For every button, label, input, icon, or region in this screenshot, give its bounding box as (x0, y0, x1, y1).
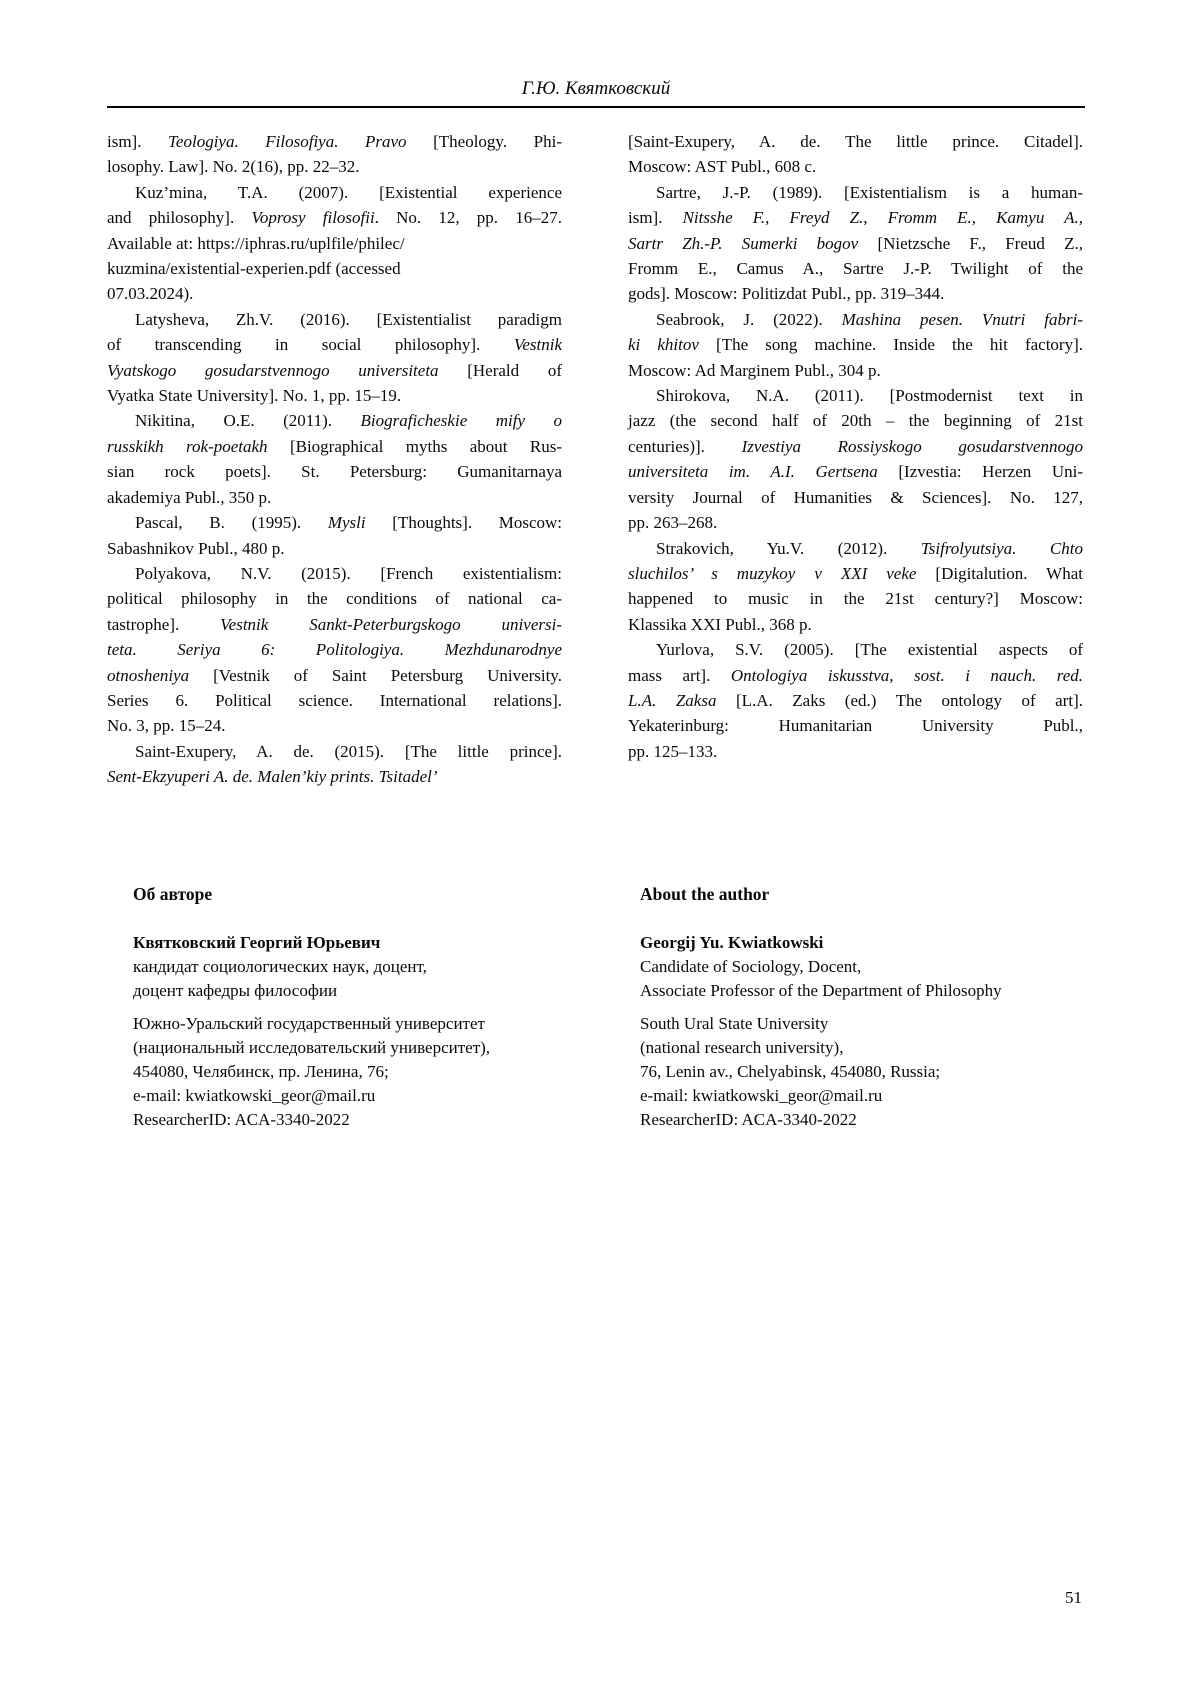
reference-line (107, 408, 562, 433)
reference-text: 07.03.2024). (107, 284, 194, 304)
reference-text: [Biographical myths about Rus- (267, 436, 563, 456)
reference-text: centuries)]. (628, 436, 742, 456)
reference-text: versity Journal of Humanities & Sciences]. No. 127, (628, 487, 1083, 507)
reference-text: Vyatka State University]. No. 1, pp. 15–19. (107, 386, 402, 406)
reference-line (107, 459, 562, 484)
reference-text: akademiya Publ., 350 p. (107, 487, 272, 507)
reference-text: Series 6. Political science. International relations]. (107, 690, 562, 710)
author-affiliation-line: South Ural State University (640, 1014, 829, 1033)
reference-line (628, 739, 1083, 764)
reference-text: [Thoughts]. Moscow: (365, 513, 563, 533)
reference-text: losophy. Law]. No. 2(16), pp. 22–32. (107, 157, 360, 177)
reference-line (107, 637, 562, 662)
reference-text: [Vestnik of Saint Petersburg University. (189, 665, 562, 685)
references-column-right (628, 129, 1083, 764)
reference-text: mass art]. (628, 665, 731, 685)
reference-line (107, 332, 562, 357)
reference-line (107, 154, 562, 179)
reference-line (628, 307, 1083, 332)
reference-text: Shirokova, N.A. (2011). [Postmodernist text in (656, 386, 1083, 406)
reference-title-italic: Vestnik Sankt-Peterburgskogo universi- (220, 614, 562, 634)
reference-line (107, 713, 562, 738)
reference-text: Pascal, B. (1995). (135, 513, 328, 533)
author-address-line: 76, Lenin av., Chelyabinsk, 454080, Russia; (640, 1062, 941, 1081)
reference-line (628, 510, 1083, 535)
reference-text: political philosophy in the conditions of national ca- (107, 589, 562, 609)
reference-title-italic: teta. Seriya 6: Politologiya. Mezhdunarodnye (107, 640, 562, 660)
reference-title-italic: russkikh rok-poetakh (107, 436, 268, 456)
reference-title-italic: Mashina pesen. Vnutri fabri- (841, 309, 1083, 329)
reference-line (107, 561, 562, 586)
reference-text: Klassika XXI Publ., 368 p. (628, 614, 812, 634)
reference-text: . No. 12, pp. 16–27. (374, 208, 562, 228)
author-role-line: Candidate of Sociology, Docent, (640, 957, 862, 976)
reference-line (628, 688, 1083, 713)
reference-line (107, 612, 562, 637)
author-role-line: кандидат социологических наук, доцент, (133, 957, 427, 976)
reference-text: Moscow: AST Publ., 608 c. (628, 157, 817, 177)
reference-text: No. 3, pp. 15–24. (107, 716, 226, 736)
reference-text: pp. 125–133. (628, 741, 718, 761)
author-affiliation-en (640, 1012, 1110, 1132)
reference-text: Moscow: Ad Marginem Publ., 304 p. (628, 360, 881, 380)
about-author-en (640, 882, 1110, 1132)
reference-line (107, 307, 562, 332)
reference-line (107, 180, 562, 205)
reference-text: Sartre, J.-P. (1989). [Existentialism is a human- (656, 182, 1083, 202)
reference-text: Nikitina, O.E. (2011). (135, 411, 361, 431)
reference-line (107, 739, 562, 764)
reference-line (107, 688, 562, 713)
reference-line (628, 459, 1083, 484)
reference-line (107, 358, 562, 383)
reference-title-italic: Teologiya. Filosofiya. Pravo (168, 132, 407, 151)
reference-title-italic: universiteta im. A.I. Gertsena (628, 462, 878, 482)
reference-title-italic: otnosheniya (107, 665, 190, 685)
author-researcherid-line: ResearcherID: ACA-3340-2022 (133, 1110, 350, 1129)
reference-text: Seabrook, J. (2022). (656, 309, 842, 329)
about-author-heading-en: About the author (640, 884, 770, 904)
reference-line (628, 154, 1083, 179)
reference-text: [Herald of (438, 360, 562, 380)
reference-text: Available at: https://iphras.ru/uplfile/philec/ (107, 233, 405, 253)
reference-line (628, 256, 1083, 281)
about-author-ru (133, 882, 603, 1132)
reference-text: tastrophe]. (107, 614, 221, 634)
author-email-line: e-mail: kwiatkowski_geor@mail.ru (133, 1086, 376, 1105)
reference-text: sian rock poets]. St. Petersburg: Gumanitarnaya (107, 462, 562, 482)
reference-text: of transcending in social philosophy]. (107, 335, 514, 355)
reference-line (107, 231, 562, 256)
reference-text: [Digitalution. What (916, 563, 1083, 583)
author-affiliation-line: Южно-Уральский государственный университет (133, 1014, 485, 1033)
reference-line (628, 434, 1083, 459)
reference-title-italic: Nitsshe F., Freyd Z., Fromm E., Kamyu A., (682, 208, 1083, 228)
author-email-line: e-mail: kwiatkowski_geor@mail.ru (640, 1086, 883, 1105)
reference-line (107, 281, 562, 306)
reference-title-italic: Sent-Ekzyuperi A. de. Malen’kiy prints. Tsitadel’ (107, 767, 438, 787)
reference-text: [Izvestia: Herzen Uni- (877, 462, 1083, 482)
reference-line (107, 434, 562, 459)
reference-line (107, 663, 562, 688)
reference-title-italic: Vyatskogo gosudarstvennogo universiteta (107, 360, 439, 380)
reference-text: [Theology. Phi- (406, 132, 562, 151)
author-researcherid-line: ResearcherID: ACA-3340-2022 (640, 1110, 857, 1129)
reference-text: [L.A. Zaks (ed.) The ontology of art]. (716, 690, 1083, 710)
reference-text: Saint-Exupery, A. de. (2015). [The little prince]. (135, 741, 562, 761)
author-role-line: Associate Professor of the Department of Philosophy (640, 981, 1002, 1000)
reference-text: Yekaterinburg: Humanitarian University Publ., (628, 716, 1083, 736)
author-name-ru: Квятковский Георгий Юрьевич (133, 933, 381, 952)
author-affiliation-ru (133, 1012, 603, 1132)
reference-line (107, 764, 562, 789)
reference-text: and philosophy]. (107, 208, 252, 228)
reference-line (107, 485, 562, 510)
reference-line (628, 612, 1083, 637)
author-role-line: доцент кафедры философии (133, 981, 338, 1000)
reference-title-italic: ki khitov (628, 335, 699, 355)
reference-line (107, 383, 562, 408)
author-affiliation-line: (national research university), (640, 1038, 844, 1057)
reference-title-italic: Tsifrolyutsiya. Chto (920, 538, 1083, 558)
reference-line (628, 586, 1083, 611)
reference-line (107, 205, 562, 230)
reference-title-italic: Izvestiya Rossiyskogo gosudarstvennogo (741, 436, 1083, 456)
reference-text: Fromm E., Camus A., Sartre J.-P. Twilight of the (628, 259, 1083, 279)
reference-text: ism]. (107, 132, 169, 151)
reference-line (107, 536, 562, 561)
running-head-author: Г.Ю. Квятковский (521, 78, 671, 99)
reference-title-italic: sluchilos’ s muzykoy v XXI veke (628, 563, 917, 583)
reference-title-italic: Vestnik (513, 335, 562, 355)
reference-line (628, 129, 1083, 154)
reference-text: [Saint-Exupery, A. de. The little prince. Citadel]. (628, 132, 1083, 151)
reference-text: gods]. Moscow: Politizdat Publ., pp. 319–344. (628, 284, 945, 304)
page-number: 51 (1065, 1588, 1082, 1607)
reference-text: pp. 263–268. (628, 513, 718, 533)
reference-line (107, 586, 562, 611)
reference-line (628, 561, 1083, 586)
reference-title-italic: Biograficheskie mify o (360, 411, 562, 431)
reference-line (628, 713, 1083, 738)
reference-text: Sabashnikov Publ., 480 p. (107, 538, 285, 558)
about-author-heading-ru: Об авторе (133, 884, 213, 904)
reference-text: jazz (the second half of 20th – the beginning of 21st (628, 411, 1083, 431)
reference-text: Kuz’mina, T.A. (2007). [Existential experience (135, 182, 562, 202)
header-rule (107, 106, 1085, 108)
reference-line (628, 231, 1083, 256)
reference-text: happened to music in the 21st century?] Moscow: (628, 589, 1083, 609)
reference-text: [Nietzsche F., Freud Z., (858, 233, 1084, 253)
reference-line (107, 510, 562, 535)
author-affiliation-line: (национальный исследовательский университет), (133, 1038, 491, 1057)
reference-line (628, 663, 1083, 688)
reference-line (107, 256, 562, 281)
reference-title-italic: Voprosy filosofii (251, 208, 375, 228)
reference-line (628, 180, 1083, 205)
reference-line (628, 332, 1083, 357)
reference-line (628, 637, 1083, 662)
reference-text: Strakovich, Yu.V. (2012). (656, 538, 921, 558)
reference-title-italic: Mysli (327, 513, 366, 533)
reference-line (107, 129, 562, 154)
references-column-left (107, 129, 562, 790)
author-name-en: Georgij Yu. Kwiatkowski (640, 933, 824, 952)
reference-line (628, 536, 1083, 561)
reference-title-italic: Ontologiya iskusstva, sost. i nauch. red. (730, 665, 1083, 685)
reference-text: Polyakova, N.V. (2015). [French existentialism: (135, 563, 562, 583)
reference-title-italic: L.A. Zaksa (628, 690, 717, 710)
reference-line (628, 358, 1083, 383)
reference-line (628, 485, 1083, 510)
reference-text: ism]. (628, 208, 683, 228)
author-address-line: 454080, Челябинск, пр. Ленина, 76; (133, 1062, 389, 1081)
reference-text: Yurlova, S.V. (2005). [The existential aspects of (656, 640, 1083, 660)
reference-text: Latysheva, Zh.V. (2016). [Existentialist paradigm (135, 309, 562, 329)
reference-line (628, 281, 1083, 306)
reference-text: kuzmina/existential-experien.pdf (accessed (107, 259, 401, 279)
reference-text: [The song machine. Inside the hit factory]. (698, 335, 1083, 355)
reference-line (628, 205, 1083, 230)
reference-line (628, 383, 1083, 408)
reference-line (628, 408, 1083, 433)
reference-title-italic: Sartr Zh.-P. Sumerki bogov (628, 233, 859, 253)
